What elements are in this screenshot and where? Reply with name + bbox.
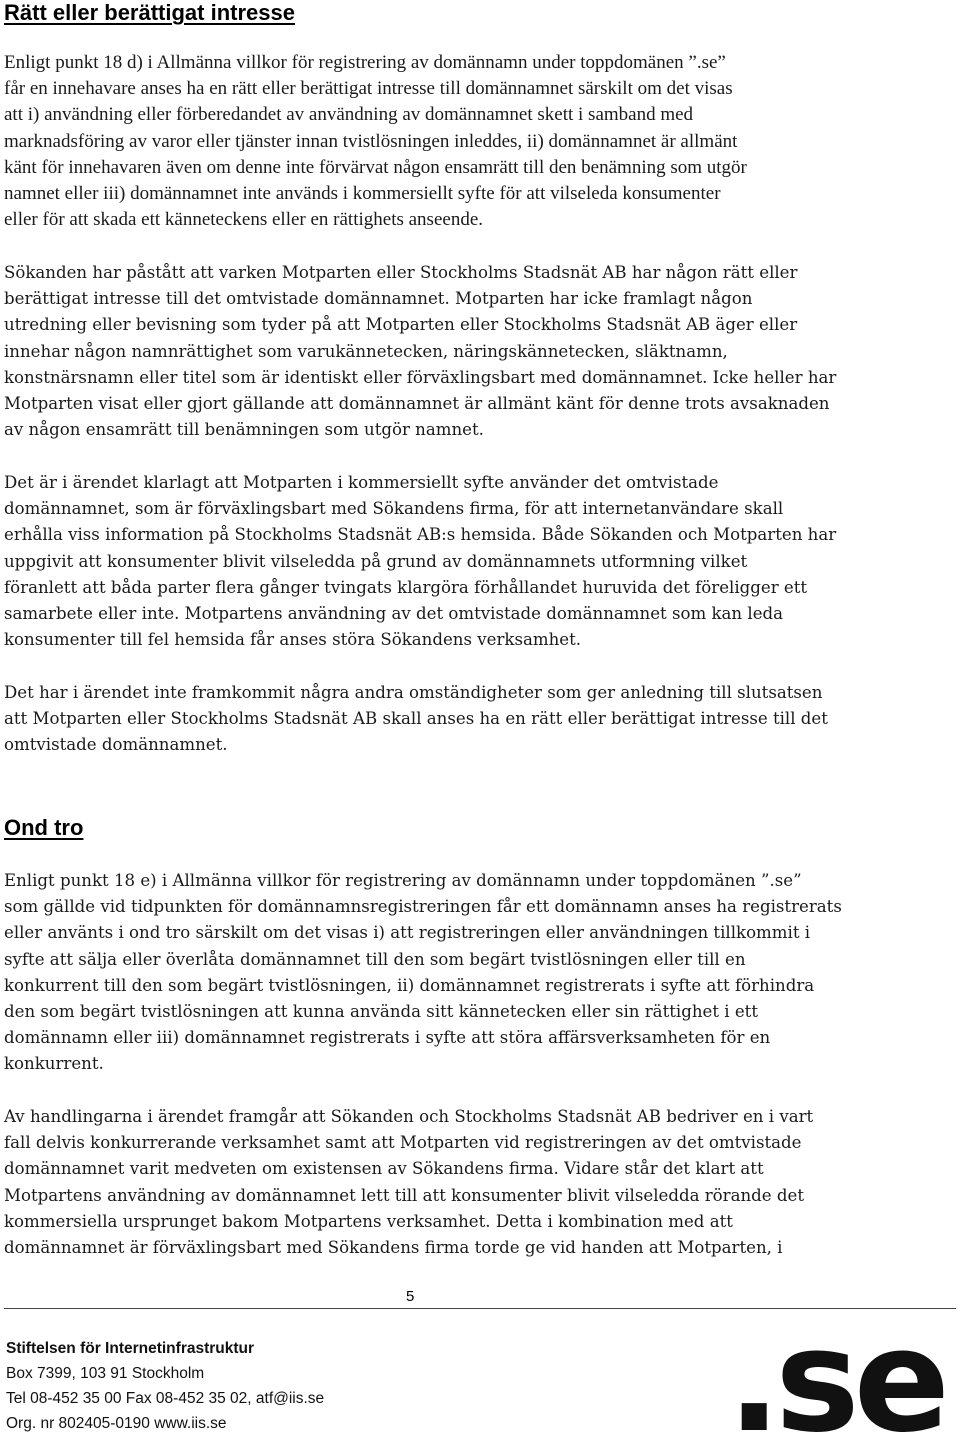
paragraph-rule-18e [4,868,916,1078]
paragraph-rule-18d [4,50,916,233]
text-line: att i) användning eller förberedandet av användning av domännamnet skett i samband med [4,104,694,126]
paragraph-applicant-claim [4,260,916,443]
text-line: uppgivit att konsumenter blivit vilseledda på grund av domännamnets utformning vilket [4,551,748,571]
text-line: kommersiella ursprunget bakom Motpartens verksamhet. Detta i kombination med att [4,1211,733,1231]
text-line: konsumenter till fel hemsida får anses störa Sökandens verksamhet. [4,630,582,650]
text-line: känt för innehavaren även om denne inte förvärvat någon ensamrätt till den benämning som utgör [4,156,747,178]
text-line: domännamnet, som är förväxlingsbart med Sökandens firma, för att internetanvändare skall [4,499,784,519]
footer-contact: Tel 08-452 35 00 Fax 08-452 35 02, atf@iis.se [6,1390,325,1407]
text-line: namnet eller iii) domännamnet inte används i kommersiellt syfte för att vilseleda konsumenter [4,183,721,205]
text-line: Motpartens användning av domännamnet lett till att konsumenter blivit vilseledda rörande det [4,1185,805,1205]
text-line: får en innehavare anses ha en rätt eller berättigat intresse till domännamnet särskilt om det visas [4,78,733,100]
footer-org-number: Org. nr 802405-0190 www.iis.se [6,1415,227,1432]
text-line: Det har i ärendet inte framkommit några andra omständigheter som ger anledning till slutsatsen [4,683,823,702]
text-line: föranlett att båda parter flera gånger tvingats klargöra förhållandet huruvida det föreligger ett [4,577,808,597]
text-line: domännamn eller iii) domännamnet registrerats i syfte att störa affärsverksamheten för en [4,1028,771,1048]
text-line: konkurrent. [4,1054,104,1074]
footer-divider [4,1308,956,1309]
paragraph-commercial-use [4,470,916,653]
text-line: innehar någon namnrättighet som varukännetecken, näringskännetecken, släktnamn, [4,341,728,361]
section-heading-legitimate-interest: Rätt eller berättigat intresse [4,0,295,25]
text-line: Enligt punkt 18 e) i Allmänna villkor för registrering av domännamn under toppdomänen ”.se” [4,871,802,890]
text-line: omtvistade domännamnet. [4,735,228,755]
footer-contact-block [6,1336,324,1436]
text-line: marknadsföring av varor eller tjänster innan tvistlösningen inleddes, ii) domännamnet är allmänt [4,130,738,152]
text-line: domännamnet är förväxlingsbart med Sökandens firma torde ge vid handen att Motparten, i [4,1238,783,1258]
se-logo [698,1318,948,1438]
text-line: att Motparten eller Stockholms Stadsnät AB skall anses ha en rätt eller berättigat intresse till det [4,709,828,729]
section-heading-bad-faith: Ond tro [4,815,84,840]
text-line: Motparten visat eller gjort gällande att domännamnet är allmänt känt för denne trots avsaknaden [4,394,830,414]
paragraph-conclusion [4,680,916,759]
text-line: Det är i ärendet klarlagt att Motparten i kommersiellt syfte använder det omtvistade [4,473,719,492]
text-line: syfte att sälja eller överlåta domännamnet till den som begärt tvistlösningen eller till en [4,949,746,969]
paragraph-documents-show [4,1104,916,1261]
text-line: fall delvis konkurrerande verksamhet samt att Motparten vid registreringen av det omtvistade [4,1133,802,1153]
text-line: Sökanden har påstått att varken Motparten eller Stockholms Stadsnät AB har någon rätt eller [4,263,798,282]
text-line: samarbete eller inte. Motpartens användning av det omtvistade domännamnet som kan leda [4,604,784,624]
text-line: berättigat intresse till det omtvistade domännamnet. Motparten har icke framlagt någon [4,289,753,309]
text-line: konstnärsnamn eller titel som är identiskt eller förväxlingsbart med domännamnet. Icke heller har [4,367,837,387]
text-line: utredning eller bevisning som tyder på att Motparten eller Stockholms Stadsnät AB äger eller [4,315,798,335]
page-number: 5 [406,1288,415,1305]
text-line: den som begärt tvistlösningen att kunna använda sitt kännetecken eller sin rättighet i ett [4,1002,759,1022]
footer-address: Box 7399, 103 91 Stockholm [6,1365,205,1382]
text-line: eller för att skada ett känneteckens eller en rättighets anseende. [4,209,483,231]
text-line: domännamnet varit medveten om existensen av Sökandens firma. Vidare står det klart att [4,1159,764,1179]
text-line: Av handlingarna i ärendet framgår att Sökanden och Stockholms Stadsnät AB bedriver en i vart [4,1107,814,1126]
text-line: av någon ensamrätt till benämningen som utgör namnet. [4,420,484,440]
text-line: eller använts i ond tro särskilt om det visas i) att registreringen eller användningen tillkommit i [4,923,811,943]
text-line: Enligt punkt 18 d) i Allmänna villkor för registrering av domännamn under toppdomänen ”.se” [4,52,726,73]
se-logo-text: .se [727,1318,944,1438]
text-line: konkurrent till den som begärt tvistlösningen, ii) domännamnet registrerats i syfte att förhindra [4,975,815,995]
footer-org-name: Stiftelsen för Internetinfrastruktur [6,1340,255,1357]
text-line: som gällde vid tidpunkten för domännamnsregistreringen får ett domännamn anses ha registrerats [4,897,842,917]
text-line: erhålla viss information på Stockholms Stadsnät AB:s hemsida. Både Sökanden och Motparten har [4,525,837,545]
